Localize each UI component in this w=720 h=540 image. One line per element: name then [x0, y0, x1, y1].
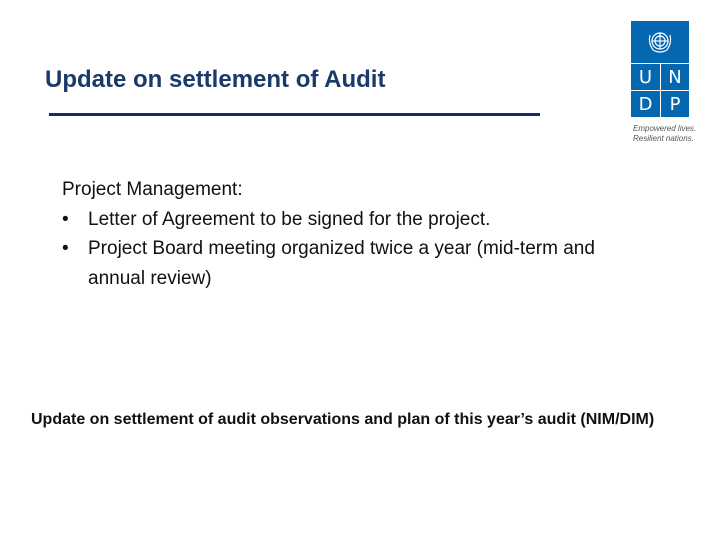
section-heading: Project Management:	[62, 179, 243, 200]
un-emblem-icon	[631, 21, 689, 63]
footer-note: Update on settlement of audit observations and plan of this year’s audit (NIM/DIM)	[31, 411, 655, 428]
logo-letter: P	[660, 90, 689, 117]
tagline-line: Empowered lives.	[633, 124, 697, 133]
bullet-icon: •	[62, 238, 69, 259]
bullet-text: Project Board meeting organized twice a year (mid-term and annual review)	[88, 238, 595, 289]
bullet-text: Letter of Agreement to be signed for the project.	[88, 208, 491, 230]
slide-title: Update on settlement of Audit	[45, 66, 386, 93]
logo-letter: N	[660, 64, 689, 90]
bullet-item	[62, 205, 648, 235]
logo-letter: D	[631, 90, 660, 117]
logo-tagline	[633, 124, 696, 144]
undp-logo	[631, 21, 689, 117]
undp-letter-grid	[631, 63, 689, 117]
tagline-line: Resilient nations.	[633, 134, 694, 143]
logo-letter: U	[638, 66, 653, 88]
title-underline	[49, 113, 540, 116]
slide-body	[62, 175, 648, 293]
undp-logo-box	[631, 21, 689, 117]
bullet-icon: •	[62, 208, 69, 230]
bullet-item	[62, 234, 648, 293]
